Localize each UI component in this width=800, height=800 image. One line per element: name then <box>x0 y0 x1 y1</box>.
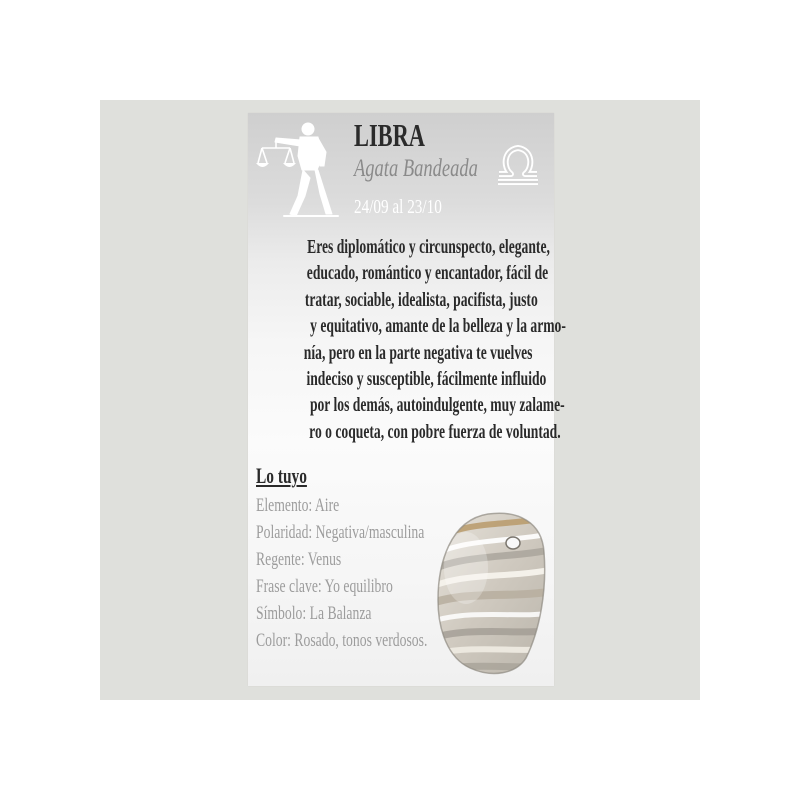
description-line: y equitativo, amante de la belleza y la armo- <box>310 315 566 338</box>
property-ruler: Regente: Venus <box>256 549 342 570</box>
description-line: Eres diplomático y circunspecto, elegante, <box>307 236 550 258</box>
stone-name: Agata Bandeada <box>354 155 478 182</box>
date-range: 24/09 al 23/10 <box>354 196 442 218</box>
description-line: por los demás, autoindulgente, muy zalame- <box>309 394 565 417</box>
property-keyphrase: Frase clave: Yo equilibro <box>256 576 393 597</box>
section-heading: Lo tuyo <box>256 463 307 488</box>
sign-title: LIBRA <box>354 117 425 153</box>
zodiac-figure-icon <box>256 118 346 220</box>
property-polarity: Polaridad: Negativa/masculina <box>256 522 425 543</box>
description-line: nía, pero en la parte negativa te vuelves <box>303 341 533 364</box>
property-color: Color: Rosado, tonos verdosos. <box>256 630 428 651</box>
description-line: educado, romántico y encantador, fácil de <box>306 262 549 285</box>
libra-symbol-icon <box>495 140 541 188</box>
property-element: Elemento: Aire <box>256 495 340 516</box>
description-line: ro o coqueta, con pobre fuerza de voluntad. <box>309 420 561 443</box>
property-symbol: Símbolo: La Balanza <box>256 603 372 624</box>
description-text <box>250 234 566 445</box>
description-line: indeciso y susceptible, fácilmente influido <box>306 367 547 390</box>
description-line: tratar, sociable, idealista, pacifista, justo <box>304 288 538 311</box>
agate-stone-icon <box>430 508 550 680</box>
